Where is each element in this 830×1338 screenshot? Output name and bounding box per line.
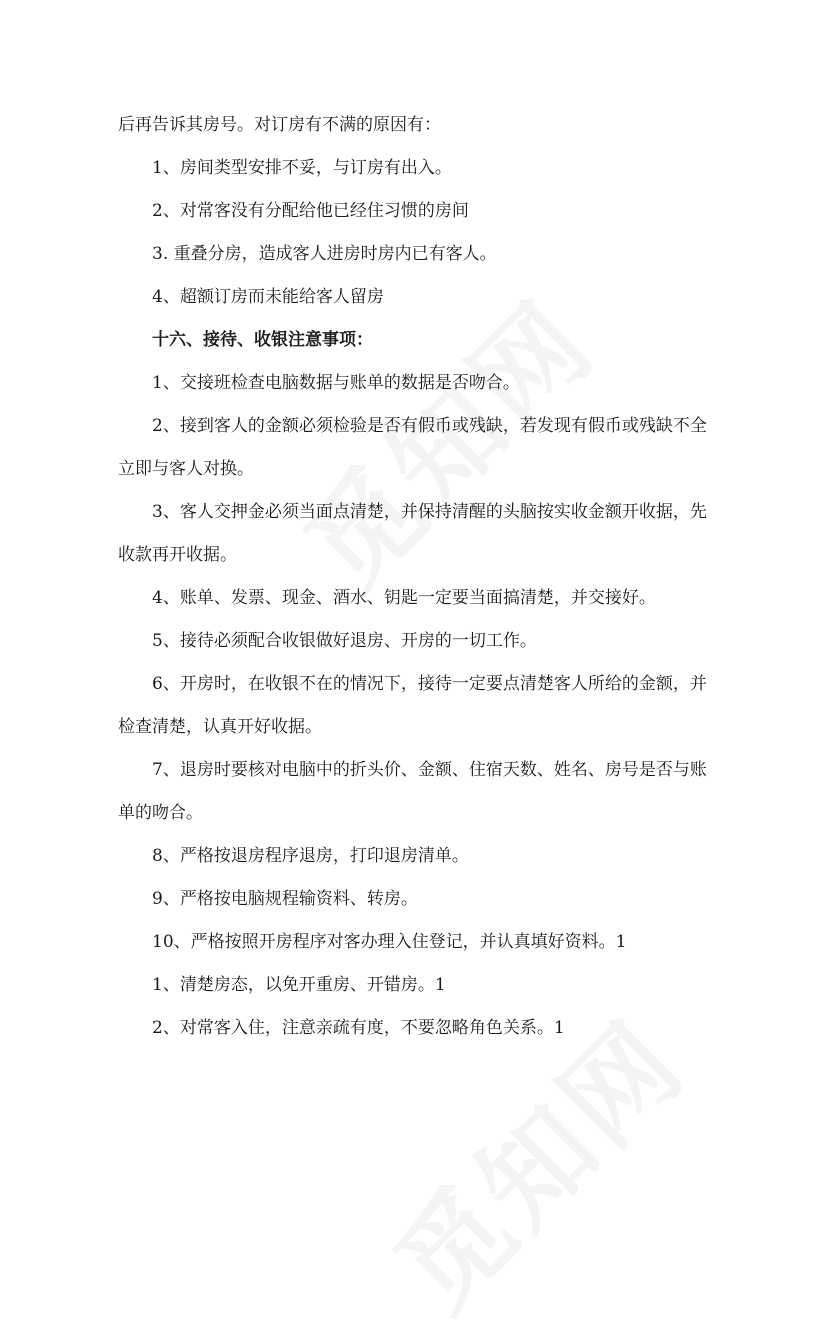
paragraph: 3. 重叠分房，造成客人进房时房内已有客人。 bbox=[152, 244, 497, 264]
paragraph: 1、交接班检查电脑数据与账单的数据是否吻合。 bbox=[152, 373, 520, 393]
section-heading: 十六、接待、收银注意事项： bbox=[152, 330, 373, 350]
paragraph: 9、严格按电脑规程输资料、转房。 bbox=[152, 889, 418, 909]
paragraph: 7、退房时要核对电脑中的折头价、金额、住宿天数、姓名、房号是否与账单的吻合。 bbox=[118, 760, 707, 823]
paragraph: 3、客人交押金必须当面点清楚，并保持清醒的头脑按实收金额开收据，先收款再开收据。 bbox=[118, 502, 707, 565]
paragraph: 4、超额订房而未能给客人留房 bbox=[152, 287, 384, 307]
paragraph: 4、账单、发票、现金、酒水、钥匙一定要当面搞清楚，并交接好。 bbox=[152, 588, 656, 608]
paragraph: 2、接到客人的金额必须检验是否有假币或残缺，若发现有假币或残缺不全立即与客人对换。 bbox=[118, 416, 707, 479]
paragraph: 1、清楚房态，以免开重房、开错房。1 bbox=[152, 975, 446, 995]
paragraph: 2、对常客没有分配给他已经住习惯的房间 bbox=[152, 201, 469, 221]
document-body bbox=[118, 104, 716, 1050]
paragraph: 8、严格按退房程序退房，打印退房清单。 bbox=[152, 846, 469, 866]
paragraph: 6、开房时，在收银不在的情况下，接待一定要点清楚客人所给的金额，并检查清楚，认真开好收据。 bbox=[118, 674, 707, 737]
paragraph: 后再告诉其房号。对订房有不满的原因有： bbox=[118, 115, 441, 135]
paragraph: 2、对常客入住，注意亲疏有度，不要忽略角色关系。1 bbox=[152, 1018, 565, 1038]
paragraph: 10、严格按照开房程序对客办理入住登记，并认真填好资料。1 bbox=[152, 932, 627, 952]
paragraph: 5、接待必须配合收银做好退房、开房的一切工作。 bbox=[152, 631, 537, 651]
paragraph: 1、房间类型安排不妥，与订房有出入。 bbox=[152, 158, 452, 178]
